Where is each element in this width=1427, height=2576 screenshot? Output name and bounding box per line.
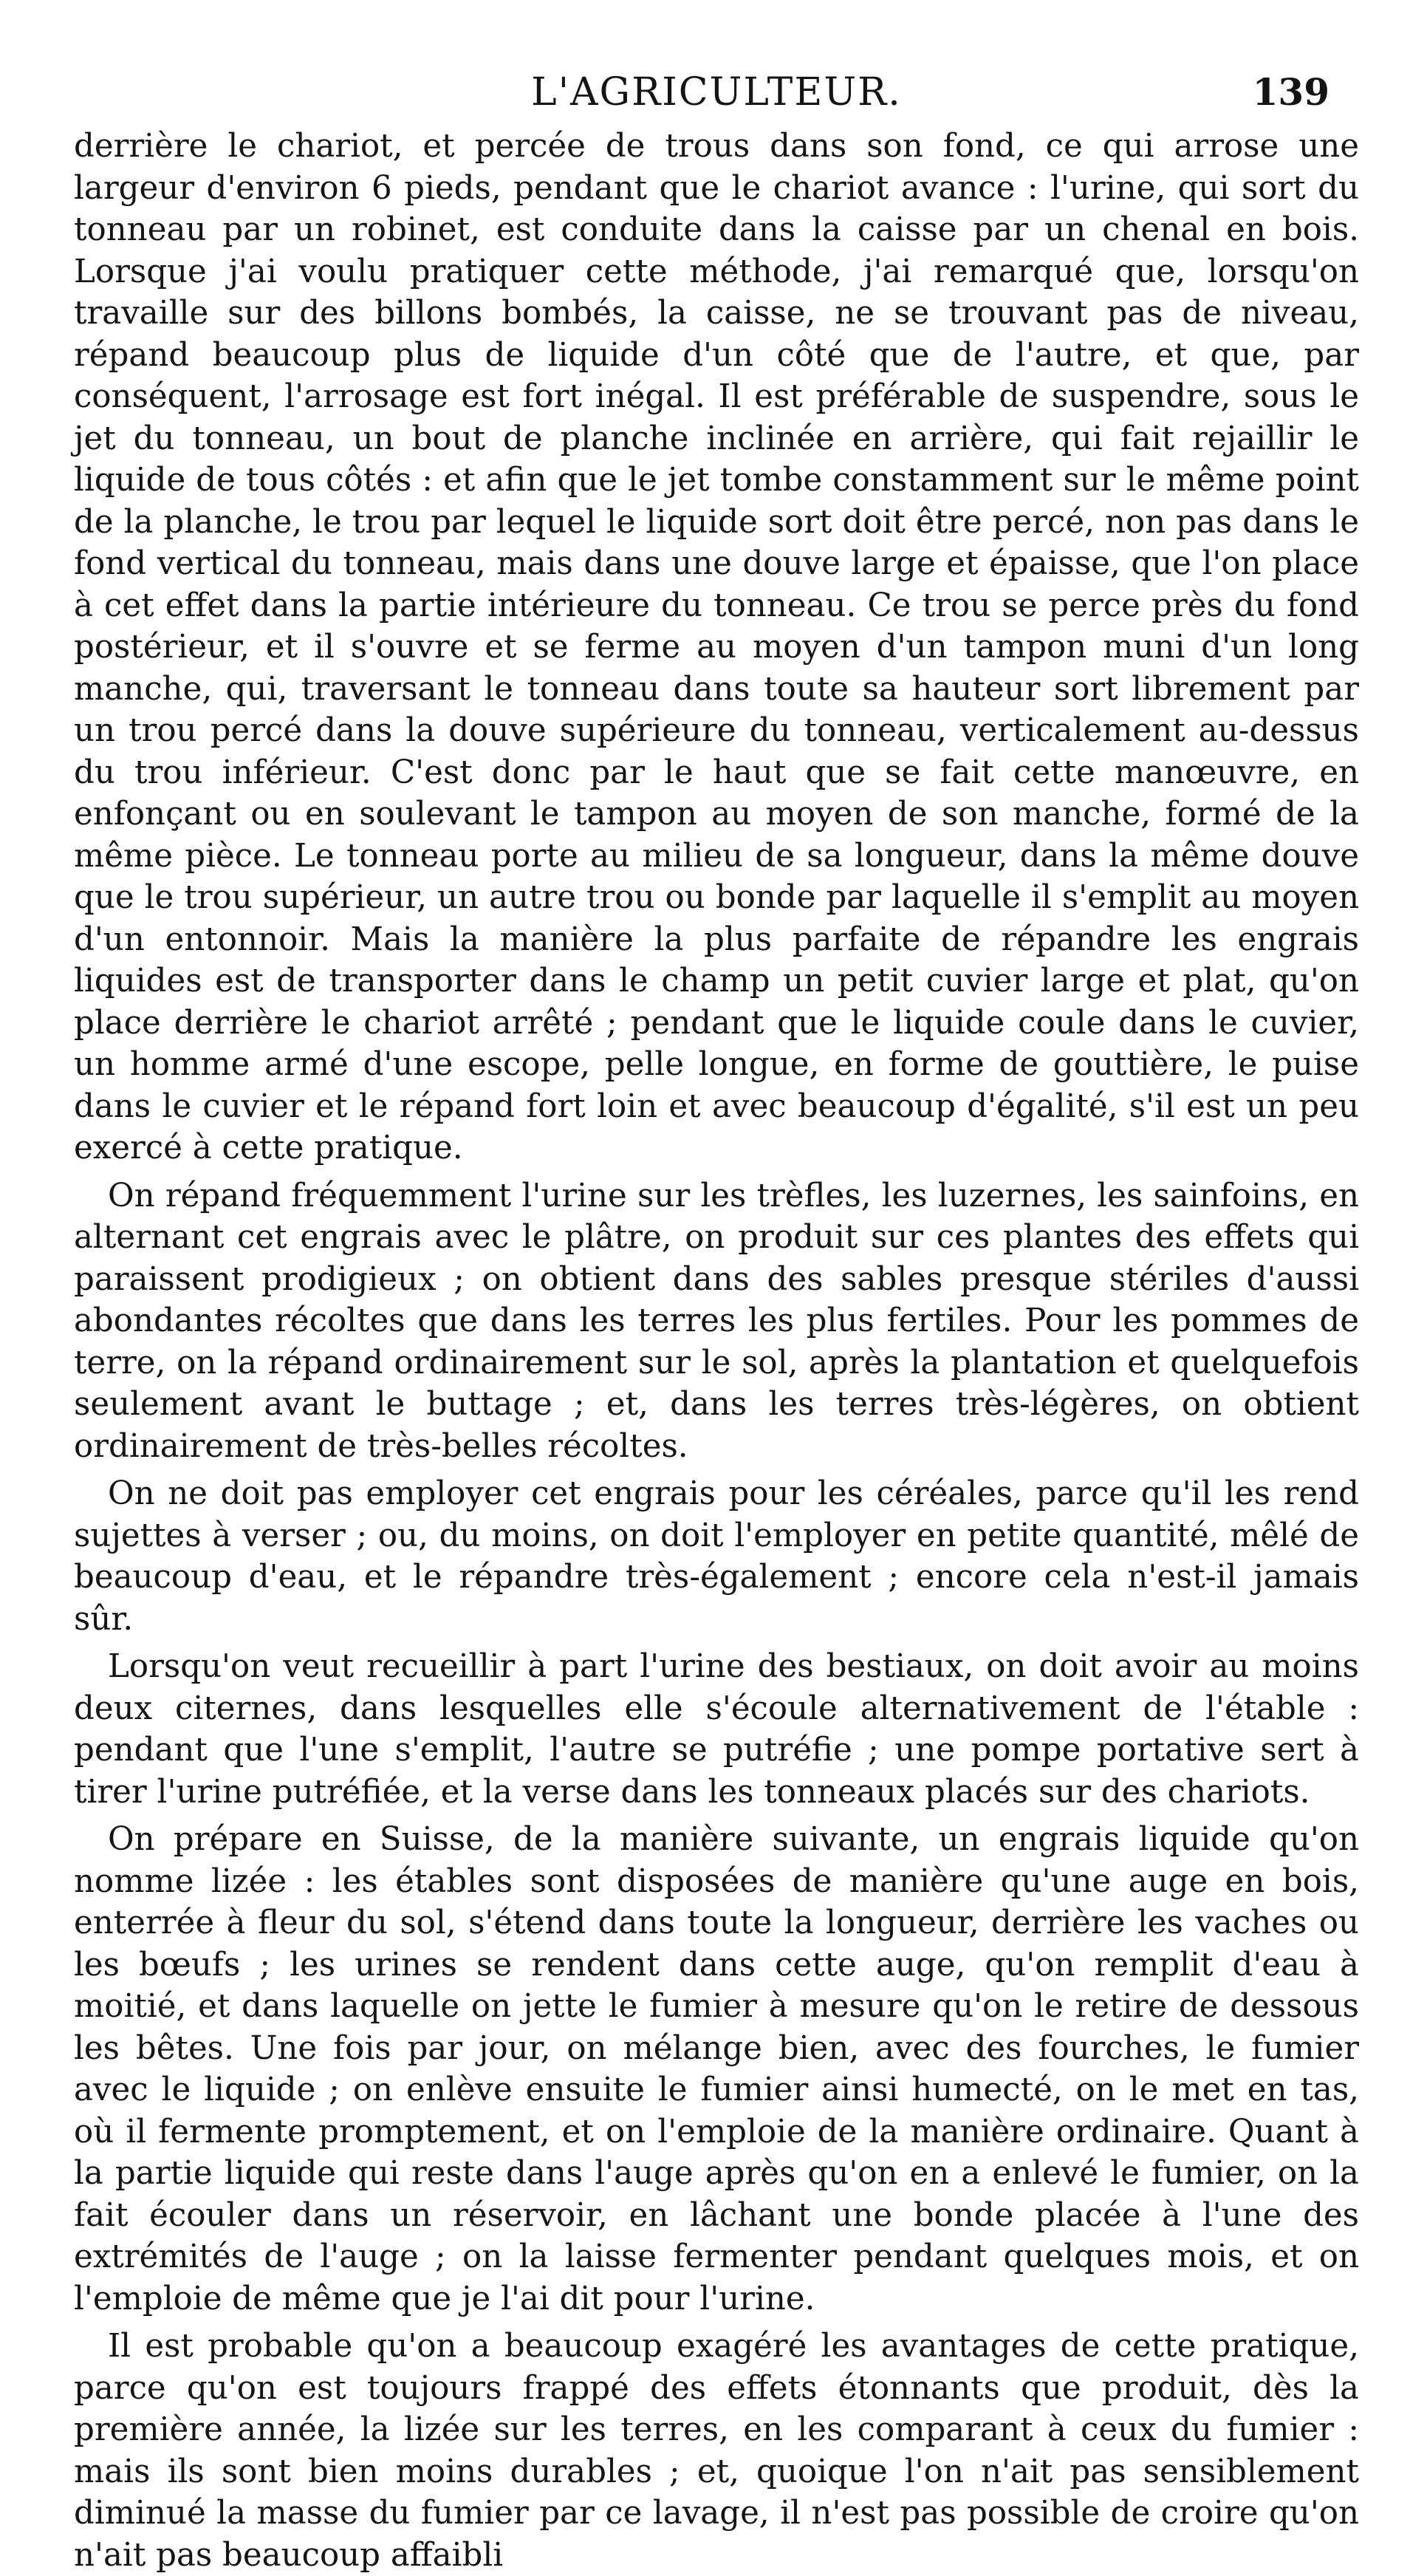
paragraph-cereales: On ne doit pas employer cet engrais pour les céréales, parce qu'il les rend sujettes à verser ; ou, du moins, on doit l'employer en petite quantité, mêlé de beaucoup d'eau, et le répandre très-également ; encore cela n'est-il jamais sûr.: [74, 1475, 1359, 1638]
paragraph-avantages: Il est probable qu'on a beaucoup exagéré les avantages de cette pratique, parce qu'on est toujours frappé des effets étonnants que produit, dès la première année, la lizée sur les terres, en les comparant à ceux du fumier : mais ils sont bien moins durables ; et, quoique l'on n'ait pas sensiblement diminué la masse du fumier par ce lavage, il n'est pas possible de croire qu'on n'ait pas beaucoup affaibli: [74, 2328, 1359, 2574]
paragraph-lizee-suisse: On prépare en Suisse, de la manière suivante, un engrais liquide qu'on nomme lizée : les étables sont disposées de manière qu'une auge en bois, enterrée à fleur du sol, s'étend dans toute la longueur, derrière les vaches ou les bœufs ; les urines se rendent dans cette auge, qu'on remplit d'eau à moitié, et dans laquelle on jette le fumier à mesure qu'on le retire de dessous les bêtes. Une fois par jour, on mélange bien, avec des fourches, le fumier avec le liquide ; on enlève ensuite le fumier ainsi humecté, on le met en tas, où il fermente promptement, et on l'emploie de la manière ordinaire. Quant à la partie liquide qui reste dans l'auge après qu'on en a enlevé le fumier, on la fait écouler dans un réservoir, en lâchant une bonde placée à l'une des extrémités de l'auge ; on la laisse fermenter pendant quelques mois, et on l'emploie de même que je l'ai dit pour l'urine.: [74, 1821, 1359, 2317]
paragraph-urine-trefles: On répand fréquemment l'urine sur les trèfles, les luzernes, les sainfoins, en alternant cet engrais avec le plâtre, on produit sur ces plantes des effets qui paraissent prodigieux ; on obtient dans des sables presque stériles d'aussi abondantes récoltes que dans les terres les plus fertiles. Pour les pommes de terre, on la répand ordinairement sur le sol, après la plantation et quelquefois seulement avant le buttage ; et, dans les terres très-légères, on obtient ordinairement de très-belles récoltes.: [74, 1177, 1359, 1465]
paragraph-continued: derrière le chariot, et percée de trous dans son fond, ce qui arrose une largeur d'environ 6 pieds, pendant que le chariot avance : l'urine, qui sort du tonneau par un robinet, est conduite dans la caisse par un chenal en bois. Lorsque j'ai voulu pratiquer cette méthode, j'ai remarqué que, lorsqu'on travaille sur des billons bombés, la caisse, ne se trouvant pas de niveau, répand beaucoup plus de liquide d'un côté que de l'autre, et que, par conséquent, l'arrosage est fort inégal. Il est préférable de suspendre, sous le jet du tonneau, un bout de planche inclinée en arrière, qui fait rejaillir le liquide de tous côtés : et afin que le jet tombe constamment sur le même point de la planche, le trou par lequel le liquide sort doit être percé, non pas dans le fond vertical du tonneau, mais dans une douve large et épaisse, que l'on place à cet effet dans la partie intérieure du tonneau. Ce trou se perce près du fond postérieur, et il s'ouvre et se ferme au moyen d'un tampon muni d'un long manche, qui, traversant le tonneau dans toute sa hauteur sort librement par un trou percé dans la douve supérieure du tonneau, verticalement au-dessus du trou inférieur. C'est donc par le haut que se fait cette manœuvre, en enfonçant ou en soulevant le tampon au moyen de son manche, formé de la même pièce. Le tonneau porte au milieu de sa longueur, dans la même douve que le trou supérieur, un autre trou ou bonde par laquelle il s'emplit au moyen d'un entonnoir. Mais la manière la plus parfaite de répandre les engrais liquides est de transporter dans le champ un petit cuvier large et plat, qu'on place derrière le chariot arrêté ; pendant que le liquide coule dans le cuvier, un homme armé d'une escope, pelle longue, en forme de gouttière, le puise dans le cuvier et le répand fort loin et avec beaucoup d'égalité, s'il est un peu exercé à cette pratique.: [74, 128, 1359, 1166]
page-number: 139: [1252, 70, 1330, 114]
running-head: [74, 66, 1359, 126]
paragraph-citernes: Lorsqu'on veut recueillir à part l'urine des bestiaux, on doit avoir au moins deux citernes, dans lesquelles elle s'écoule alternativement de l'étable : pendant que l'une s'emplit, l'autre se putréfie ; une pompe portative sert à tirer l'urine putréfiée, et la verse dans les tonneaux placés sur des chariots.: [74, 1648, 1359, 1811]
running-title: L'AGRICULTEUR.: [531, 70, 902, 115]
body-text: [74, 126, 1359, 2576]
book-page: [74, 66, 1359, 2574]
